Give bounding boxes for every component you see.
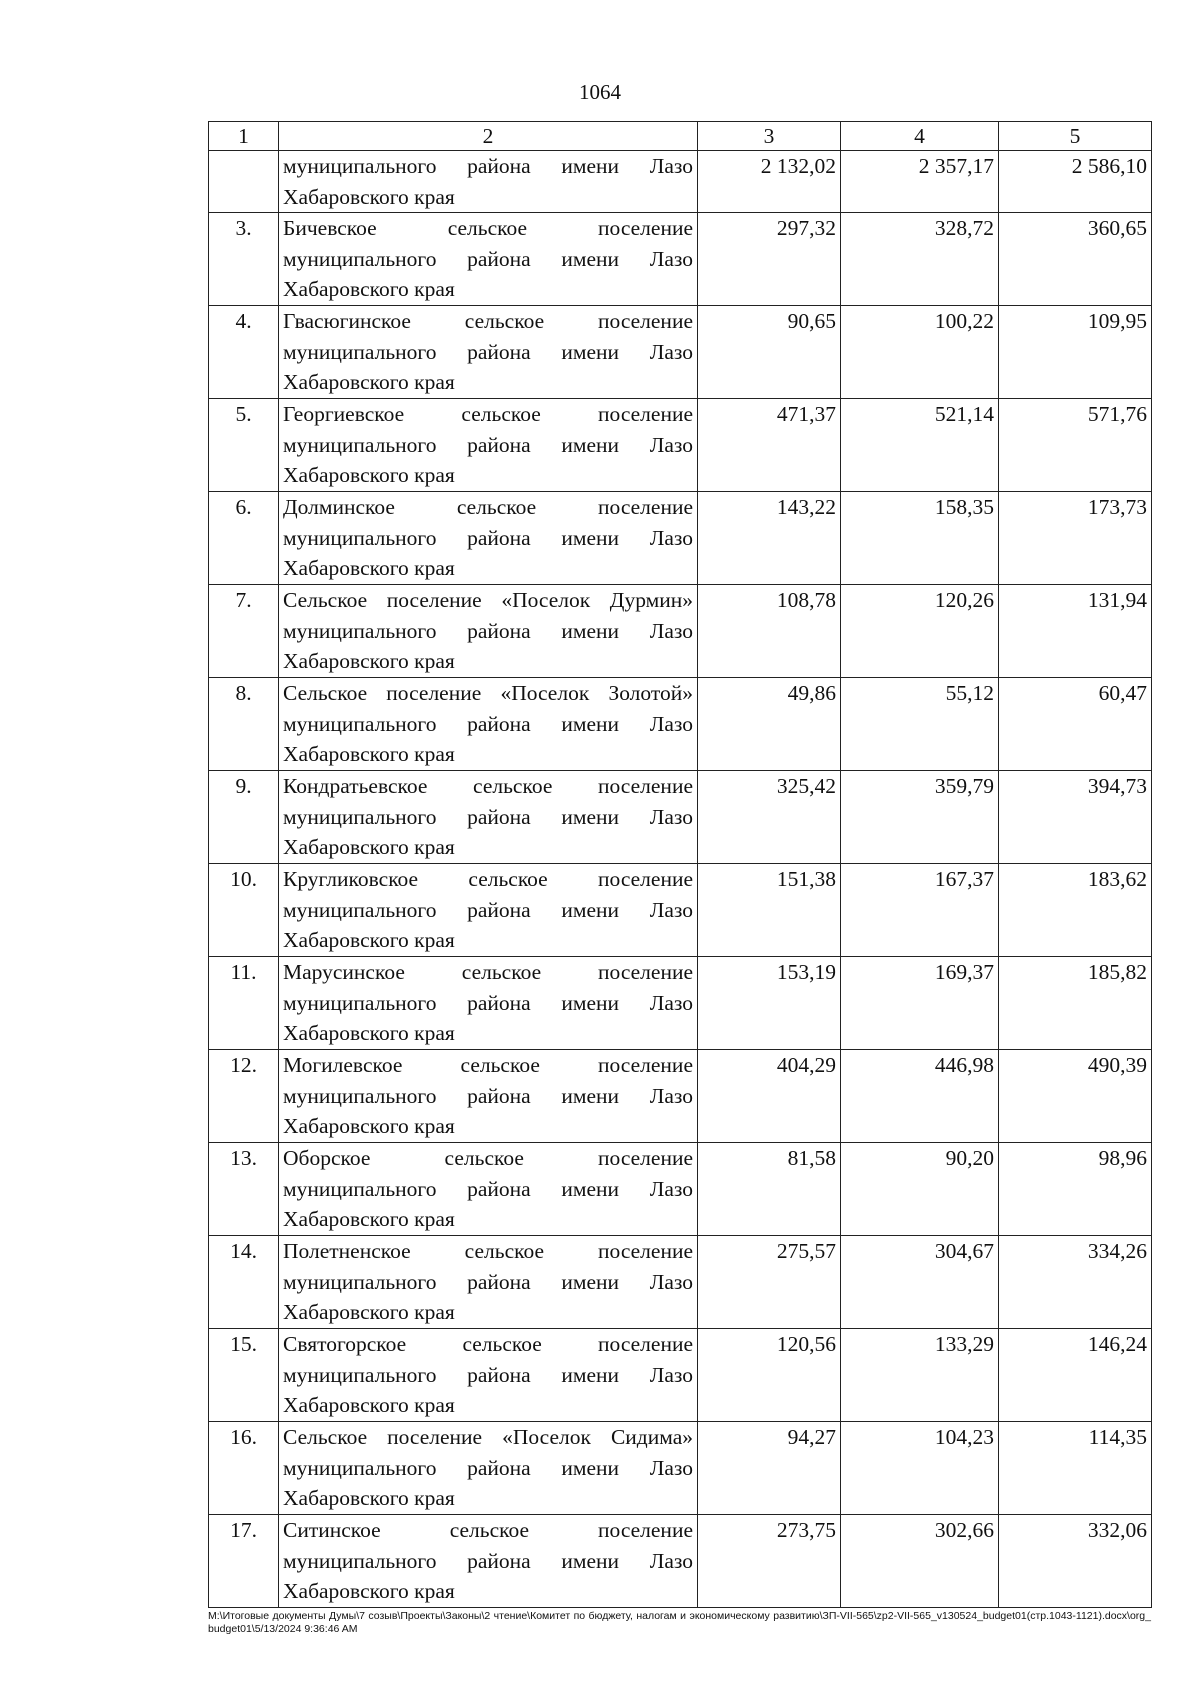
settlement-name: Кондратьевское сельское поселение муниципального района имени Лазо Хабаровского края bbox=[279, 771, 698, 864]
row-number: 5. bbox=[209, 399, 279, 492]
value-col3: 143,22 bbox=[698, 492, 841, 585]
value-col3: 153,19 bbox=[698, 957, 841, 1050]
row-number: 11. bbox=[209, 957, 279, 1050]
value-col4: 521,14 bbox=[841, 399, 999, 492]
value-col4: 167,37 bbox=[841, 864, 999, 957]
value-col5: 98,96 bbox=[999, 1143, 1152, 1236]
value-col4: 169,37 bbox=[841, 957, 999, 1050]
settlement-name: Ситинское сельское поселение муниципального района имени Лазо Хабаровского края bbox=[279, 1515, 698, 1608]
value-col5: 131,94 bbox=[999, 585, 1152, 678]
settlement-name: Сельское поселение «Поселок Дурмин» муниципального района имени Лазо Хабаровского края bbox=[279, 585, 698, 678]
row-number: 13. bbox=[209, 1143, 279, 1236]
settlement-name: Полетненское сельское поселение муниципального района имени Лазо Хабаровского края bbox=[279, 1236, 698, 1329]
row-number: 14. bbox=[209, 1236, 279, 1329]
value-col4: 120,26 bbox=[841, 585, 999, 678]
value-col3: 273,75 bbox=[698, 1515, 841, 1608]
value-col5: 146,24 bbox=[999, 1329, 1152, 1422]
value-col3: 275,57 bbox=[698, 1236, 841, 1329]
settlement-name: муниципального района имени Лазо Хабаровского края bbox=[279, 151, 698, 213]
value-col4: 158,35 bbox=[841, 492, 999, 585]
table-row bbox=[209, 1050, 1152, 1143]
value-col4: 90,20 bbox=[841, 1143, 999, 1236]
value-col3: 108,78 bbox=[698, 585, 841, 678]
value-col3: 81,58 bbox=[698, 1143, 841, 1236]
table-row bbox=[209, 1143, 1152, 1236]
header-cell: 5 bbox=[999, 122, 1152, 151]
value-col5: 109,95 bbox=[999, 306, 1152, 399]
value-col4: 100,22 bbox=[841, 306, 999, 399]
value-col5: 332,06 bbox=[999, 1515, 1152, 1608]
table-row bbox=[209, 957, 1152, 1050]
header-cell: 2 bbox=[279, 122, 698, 151]
value-col3: 94,27 bbox=[698, 1422, 841, 1515]
value-col4: 304,67 bbox=[841, 1236, 999, 1329]
value-col5: 394,73 bbox=[999, 771, 1152, 864]
value-col5: 185,82 bbox=[999, 957, 1152, 1050]
row-number: 6. bbox=[209, 492, 279, 585]
row-number: 7. bbox=[209, 585, 279, 678]
value-col4: 133,29 bbox=[841, 1329, 999, 1422]
value-col4: 328,72 bbox=[841, 213, 999, 306]
row-number: 9. bbox=[209, 771, 279, 864]
value-col5: 360,65 bbox=[999, 213, 1152, 306]
value-col3: 471,37 bbox=[698, 399, 841, 492]
row-number: 15. bbox=[209, 1329, 279, 1422]
row-number: 12. bbox=[209, 1050, 279, 1143]
table-row bbox=[209, 492, 1152, 585]
value-col5: 183,62 bbox=[999, 864, 1152, 957]
row-number: 16. bbox=[209, 1422, 279, 1515]
table-row bbox=[209, 678, 1152, 771]
value-col5: 334,26 bbox=[999, 1236, 1152, 1329]
row-number: 8. bbox=[209, 678, 279, 771]
table-row bbox=[209, 1236, 1152, 1329]
row-number: 4. bbox=[209, 306, 279, 399]
table-row bbox=[209, 771, 1152, 864]
value-col5: 571,76 bbox=[999, 399, 1152, 492]
table-row bbox=[209, 864, 1152, 957]
value-col4: 55,12 bbox=[841, 678, 999, 771]
header-cell: 3 bbox=[698, 122, 841, 151]
table-row bbox=[209, 1422, 1152, 1515]
page-number: 1064 bbox=[579, 80, 621, 104]
value-col3: 325,42 bbox=[698, 771, 841, 864]
table-header-row bbox=[209, 122, 1152, 151]
value-col5: 2 586,10 bbox=[999, 151, 1152, 213]
value-col4: 104,23 bbox=[841, 1422, 999, 1515]
value-col3: 2 132,02 bbox=[698, 151, 841, 213]
value-col4: 302,66 bbox=[841, 1515, 999, 1608]
value-col5: 60,47 bbox=[999, 678, 1152, 771]
value-col5: 114,35 bbox=[999, 1422, 1152, 1515]
file-path-footer: М:\Итоговые документы Думы\7 созыв\Проекты\Законы\2 чтение\Комитет по бюджету, налогам и экономическому развитию\ЗП-VII-565\zp2-VII-565_v130524_budget01(стр.1043-1121).docx\org_budget01\5/13/2024 9:36:46 AM bbox=[208, 1610, 1151, 1635]
table-row bbox=[209, 1329, 1152, 1422]
value-col4: 359,79 bbox=[841, 771, 999, 864]
value-col3: 90,65 bbox=[698, 306, 841, 399]
table-row bbox=[209, 213, 1152, 306]
row-number: 10. bbox=[209, 864, 279, 957]
table-row bbox=[209, 399, 1152, 492]
row-number: 3. bbox=[209, 213, 279, 306]
value-col4: 446,98 bbox=[841, 1050, 999, 1143]
row-number bbox=[209, 151, 279, 213]
budget-table bbox=[208, 121, 1152, 1608]
table-body bbox=[209, 122, 1152, 1608]
value-col3: 404,29 bbox=[698, 1050, 841, 1143]
value-col4: 2 357,17 bbox=[841, 151, 999, 213]
settlement-name: Могилевское сельское поселение муниципального района имени Лазо Хабаровского края bbox=[279, 1050, 698, 1143]
settlement-name: Оборское сельское поселение муниципального района имени Лазо Хабаровского края bbox=[279, 1143, 698, 1236]
value-col5: 173,73 bbox=[999, 492, 1152, 585]
settlement-name: Сельское поселение «Поселок Сидима» муниципального района имени Лазо Хабаровского края bbox=[279, 1422, 698, 1515]
header-cell: 1 bbox=[209, 122, 279, 151]
settlement-name: Долминское сельское поселение муниципального района имени Лазо Хабаровского края bbox=[279, 492, 698, 585]
settlement-name: Сельское поселение «Поселок Золотой» муниципального района имени Лазо Хабаровского края bbox=[279, 678, 698, 771]
settlement-name: Гвасюгинское сельское поселение муниципального района имени Лазо Хабаровского края bbox=[279, 306, 698, 399]
table-row bbox=[209, 1515, 1152, 1608]
settlement-name: Святогорское сельское поселение муниципального района имени Лазо Хабаровского края bbox=[279, 1329, 698, 1422]
value-col3: 151,38 bbox=[698, 864, 841, 957]
settlement-name: Марусинское сельское поселение муниципального района имени Лазо Хабаровского края bbox=[279, 957, 698, 1050]
table-row-continuation bbox=[209, 151, 1152, 213]
value-col3: 297,32 bbox=[698, 213, 841, 306]
settlement-name: Георгиевское сельское поселение муниципального района имени Лазо Хабаровского края bbox=[279, 399, 698, 492]
table-row bbox=[209, 585, 1152, 678]
header-cell: 4 bbox=[841, 122, 999, 151]
row-number: 17. bbox=[209, 1515, 279, 1608]
table-row bbox=[209, 306, 1152, 399]
value-col5: 490,39 bbox=[999, 1050, 1152, 1143]
settlement-name: Бичевское сельское поселение муниципального района имени Лазо Хабаровского края bbox=[279, 213, 698, 306]
settlement-name: Кругликовское сельское поселение муниципального района имени Лазо Хабаровского края bbox=[279, 864, 698, 957]
value-col3: 120,56 bbox=[698, 1329, 841, 1422]
value-col3: 49,86 bbox=[698, 678, 841, 771]
